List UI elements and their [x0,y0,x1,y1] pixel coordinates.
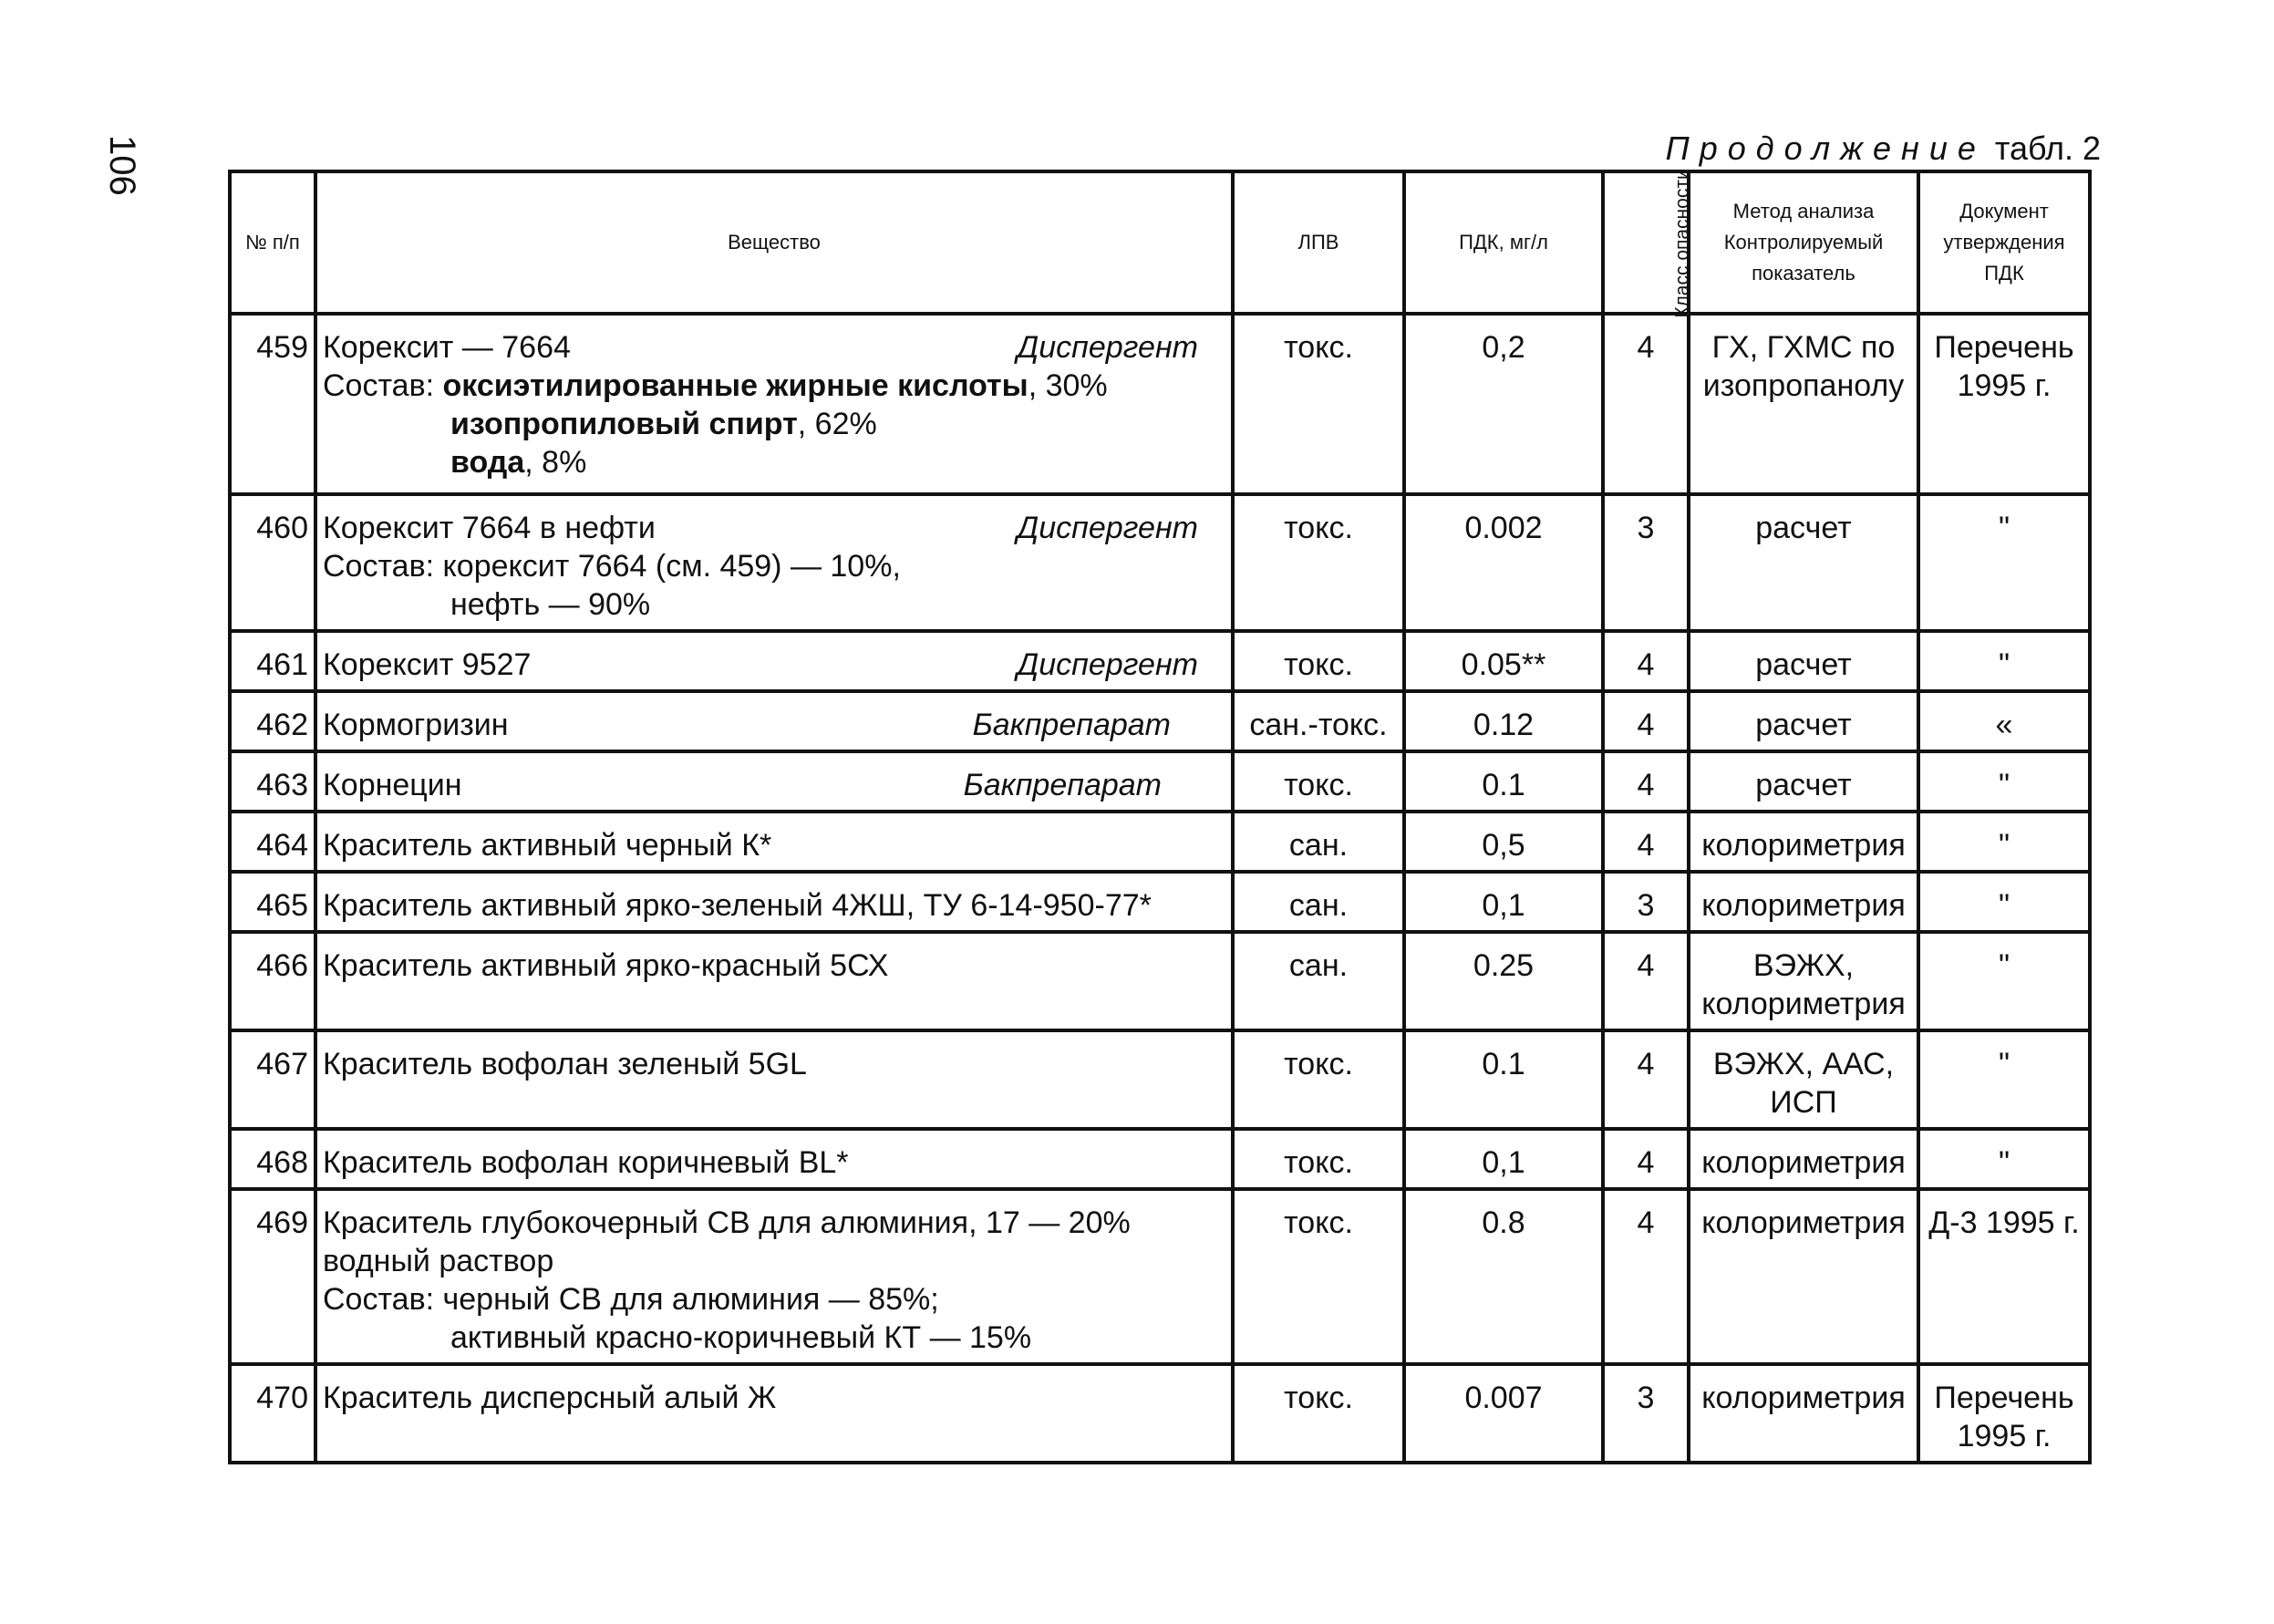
row-pdk: 0.002 [1404,494,1603,631]
row-lpv: сан. [1233,812,1404,872]
header-document: Документ утверждения ПДК [1918,171,2090,314]
row-num: 459 [230,314,315,494]
table-row [230,691,2090,751]
composition-component: вода [450,445,525,480]
row-num: 466 [230,932,315,1030]
substance-name: Краситель вофолан коричневый BL* [323,1145,849,1180]
composition-line [323,547,1225,585]
substance-name: Корнецин [323,768,462,802]
composition-component: оксиэтилированные жирные кислоты [442,368,1028,403]
substance-name: Краситель активный черный К* [323,828,772,863]
row-substance [315,1189,1233,1364]
row-lpv: сан. [1233,932,1404,1030]
substance-type: Бакпрепарат [963,768,1162,802]
table-row [230,751,2090,812]
row-method: ВЭЖХ, ААС, ИСП [1689,1030,1918,1129]
row-document: " [1918,1030,2090,1129]
header-lpv: ЛПВ [1233,171,1404,314]
row-substance [315,1364,1233,1463]
header-hazard-class-label: Класс опасности [1671,169,1693,318]
row-lpv: токс. [1233,1364,1404,1463]
row-hazard-class: 4 [1603,691,1689,751]
row-method: ГХ, ГХМС по изопропанолу [1689,314,1918,494]
row-pdk: 0.12 [1404,691,1603,751]
row-substance [315,631,1233,691]
row-pdk: 0,2 [1404,314,1603,494]
row-lpv: токс. [1233,314,1404,494]
substance-type: Диспергент [1017,330,1198,365]
row-document: " [1918,872,2090,932]
composition-line: нефть — 90% [450,587,651,622]
row-substance [315,1129,1233,1189]
row-pdk: 0,1 [1404,872,1603,932]
row-lpv: токс. [1233,751,1404,812]
row-substance [315,812,1233,872]
row-method: колориметрия [1689,1189,1918,1364]
row-document: « [1918,691,2090,751]
row-document: " [1918,1129,2090,1189]
row-pdk: 0.007 [1404,1364,1603,1463]
table-row [230,1129,2090,1189]
row-hazard-class: 3 [1603,1364,1689,1463]
row-substance [315,691,1233,751]
table-row [230,314,2090,494]
row-substance [315,751,1233,812]
composition-line [323,405,1225,443]
row-pdk: 0,1 [1404,1129,1603,1189]
row-method: колориметрия [1689,1364,1918,1463]
row-document: Перечень 1995 г. [1918,1364,2090,1463]
row-lpv: токс. [1233,1030,1404,1129]
row-document: " [1918,751,2090,812]
row-num: 463 [230,751,315,812]
substance-name: Корексит 9527 [323,647,532,682]
substance-name: Кормогризин [323,708,509,742]
composition-line: активный красно-коричневый КТ — 15% [450,1320,1032,1355]
page-number: 106 [102,135,142,196]
composition-label: Состав: [323,549,443,584]
substance-type: Диспергент [1017,511,1198,545]
substance-name: Краситель дисперсный алый Ж [323,1381,777,1415]
row-pdk: 0.25 [1404,932,1603,1030]
row-document: Перечень 1995 г. [1918,314,2090,494]
composition-line [323,1280,1225,1319]
header-substance: Вещество [315,171,1233,314]
row-substance [315,1030,1233,1129]
row-method: расчет [1689,751,1918,812]
composition-share: , 30% [1028,368,1108,403]
composition-line [323,443,1225,481]
table-row [230,1364,2090,1463]
row-substance [315,494,1233,631]
row-lpv: токс. [1233,494,1404,631]
table-row [230,494,2090,631]
row-lpv: токс. [1233,1189,1404,1364]
row-method: ВЭЖХ, колориметрия [1689,932,1918,1030]
row-document: " [1918,932,2090,1030]
row-hazard-class: 4 [1603,1129,1689,1189]
table-row [230,872,2090,932]
substance-name: Краситель активный ярко-красный 5СХ [323,948,889,983]
composition-label: Состав: [323,1282,443,1317]
continuation-italic: Продолжение [1665,129,1986,167]
row-hazard-class: 4 [1603,314,1689,494]
table-continuation-caption [1666,129,2101,168]
row-hazard-class: 4 [1603,932,1689,1030]
row-hazard-class: 4 [1603,1189,1689,1364]
row-document: " [1918,631,2090,691]
row-method: колориметрия [1689,812,1918,872]
row-substance [315,314,1233,494]
row-lpv: сан. [1233,872,1404,932]
row-num: 467 [230,1030,315,1129]
row-pdk: 0.1 [1404,1030,1603,1129]
substance-name-line: Краситель глубокочерный СВ для алюминия, 17 — 20% [323,1205,1131,1240]
row-document: " [1918,494,2090,631]
row-num: 465 [230,872,315,932]
table-row [230,631,2090,691]
row-substance [315,872,1233,932]
table-header-row [230,171,2090,314]
substance-type: Диспергент [1017,647,1198,682]
composition-label: Состав: [323,368,443,403]
table-row [230,1030,2090,1129]
header-num: № п/п [230,171,315,314]
row-pdk: 0.05** [1404,631,1603,691]
row-num: 461 [230,631,315,691]
row-hazard-class: 4 [1603,631,1689,691]
substance-type: Бакпрепарат [972,708,1171,742]
table-row [230,812,2090,872]
header-method: Метод анализа Контролируемый показатель [1689,171,1918,314]
composition-text: черный СВ для алюминия — 85%; [442,1282,939,1317]
row-substance [315,932,1233,1030]
row-hazard-class: 3 [1603,872,1689,932]
row-pdk: 0,5 [1404,812,1603,872]
row-num: 462 [230,691,315,751]
row-pdk: 0.8 [1404,1189,1603,1364]
row-hazard-class: 4 [1603,1030,1689,1129]
header-hazard-class [1603,169,1693,318]
row-document: Д-3 1995 г. [1918,1189,2090,1364]
row-document: " [1918,812,2090,872]
substance-name: Корексит — 7664 [323,330,571,365]
row-hazard-class: 4 [1603,751,1689,812]
substance-name-line: водный раствор [323,1244,554,1278]
row-lpv: токс. [1233,631,1404,691]
substance-table [228,170,2092,1464]
row-method: расчет [1689,691,1918,751]
row-num: 469 [230,1189,315,1364]
row-lpv: сан.-токс. [1233,691,1404,751]
composition-share: , 8% [524,445,587,480]
substance-name: Краситель активный ярко-зеленый 4ЖШ, ТУ 6-14-950-77* [323,888,1152,923]
continuation-rest: табл. 2 [1985,129,2101,167]
composition-share: , 62% [797,407,877,441]
substance-name: Корексит 7664 в нефти [323,511,656,545]
substance-name: Краситель вофолан зеленый 5GL [323,1047,807,1081]
row-pdk: 0.1 [1404,751,1603,812]
header-pdk: ПДК, мг/л [1404,171,1603,314]
table-row [230,932,2090,1030]
row-num: 460 [230,494,315,631]
composition-component: изопропиловый спирт [450,407,798,441]
row-method: расчет [1689,631,1918,691]
table-row [230,1189,2090,1364]
row-num: 464 [230,812,315,872]
row-method: расчет [1689,494,1918,631]
row-method: колориметрия [1689,1129,1918,1189]
row-method: колориметрия [1689,872,1918,932]
row-hazard-class: 3 [1603,494,1689,631]
composition-line [323,367,1225,405]
row-num: 468 [230,1129,315,1189]
row-num: 470 [230,1364,315,1463]
row-lpv: токс. [1233,1129,1404,1189]
composition-text: корексит 7664 (см. 459) — 10%, [442,549,901,584]
row-hazard-class: 4 [1603,812,1689,872]
